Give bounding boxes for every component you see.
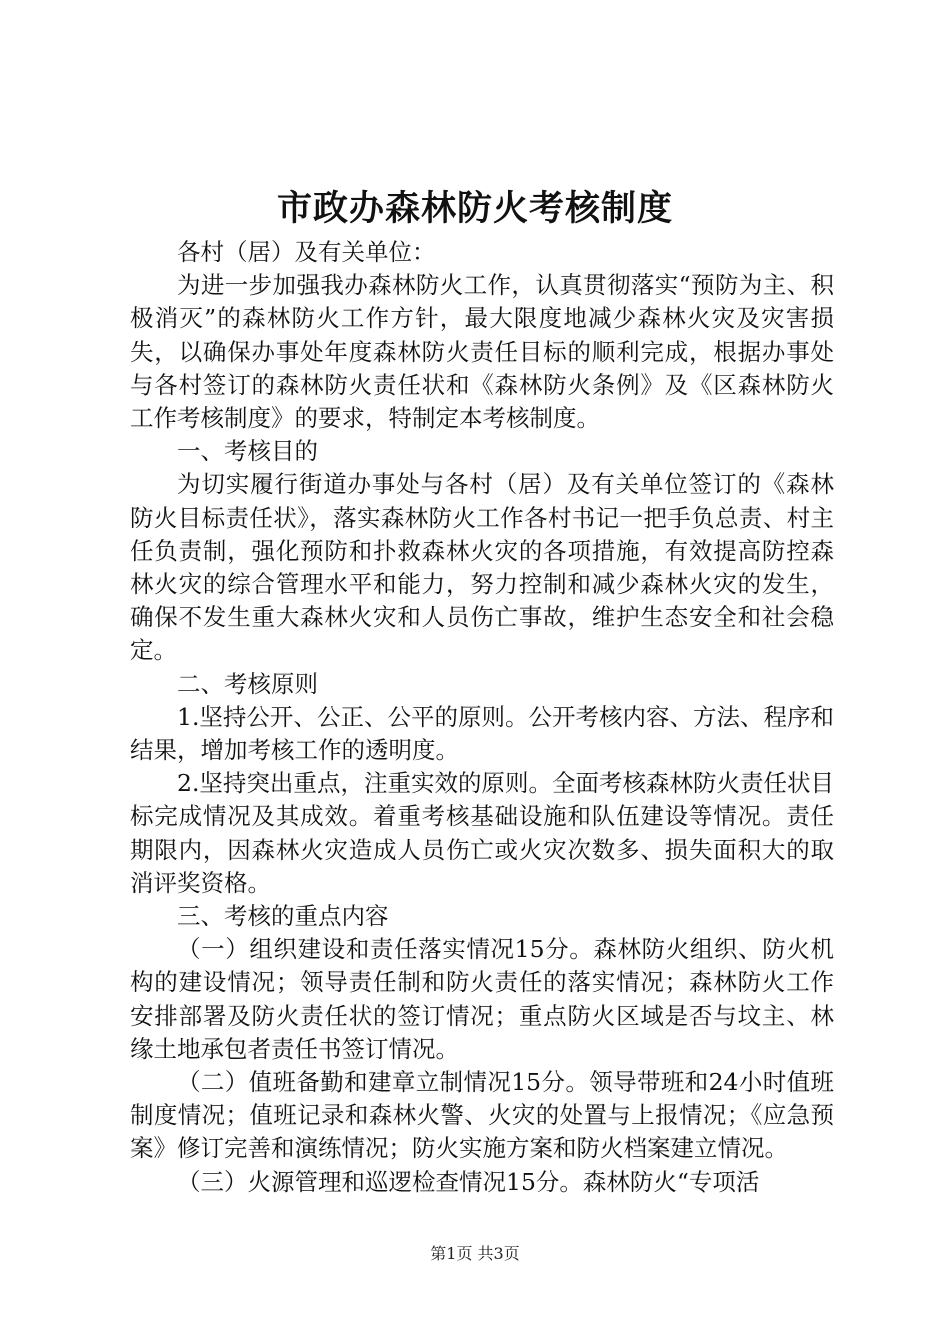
section-heading-principles: 二、考核原则: [177, 669, 318, 698]
content-item-1: （一）组织建设和责任落实情况15分。森林防火组织、防火机构的建设情况；领导责任制和防火责任的落实情况；森林防火工作安排部署及防火责任状的签订情况；重点防火区域是否与坟主、林缘土地承包者责任书签订情况。: [130, 935, 834, 1063]
purpose-paragraph: 为切实履行街道办事处与各村（居）及有关单位签订的《森林防火目标责任状》，落实森林防火工作各村书记一把手负总责、村主任负责制，强化预防和扑救森林火灾的各项措施，有效提高防控森林火灾的综合管理水平和能力，努力控制和减少森林火灾的发生，确保不发生重大森林火灾和人员伤亡事故，维护生态安全和社会稳定。: [130, 470, 834, 665]
section-heading-key-content: 三、考核的重点内容: [177, 902, 389, 931]
content-item-3: （三）火源管理和巡逻检查情况15分。森林防火“专项活: [177, 1167, 760, 1196]
document-body: [130, 236, 834, 1199]
content-item-2: （二）值班备勤和建章立制情况15分。领导带班和24小时值班制度情况；值班记录和森林火警、火灾的处置与上报情况；《应急预案》修订完善和演练情况；防火实施方案和防火档案建立情况。: [130, 1068, 834, 1163]
principle-item-2: 2.坚持突出重点，注重实效的原则。全面考核森林防火责任状目标完成情况及其成效。着重考核基础设施和队伍建设等情况。责任期限内，因森林火灾造成人员伤亡或火灾次数多、损失面积大的取消评奖资格。: [130, 769, 834, 897]
salutation: 各村（居）及有关单位：: [177, 238, 436, 266]
page-footer: 第1页 共3页: [430, 1244, 520, 1263]
intro-paragraph: 为进一步加强我办森林防火工作，认真贯彻落实“预防为主、积极消灭”的森林防火工作方针，最大限度地减少森林火灾及灾害损失，以确保办事处年度森林防火责任目标的顺利完成，根据办事处与各村签订的森林防火责任状和《森林防火条例》及《区森林防火工作考核制度》的要求，特制定本考核制度。: [130, 271, 834, 433]
principle-item-1: 1.坚持公开、公正、公平的原则。公开考核内容、方法、程序和结果，增加考核工作的透明度。: [130, 702, 834, 765]
section-heading-purpose: 一、考核目的: [177, 437, 318, 466]
document-title: 市政办森林防火考核制度: [276, 188, 673, 229]
